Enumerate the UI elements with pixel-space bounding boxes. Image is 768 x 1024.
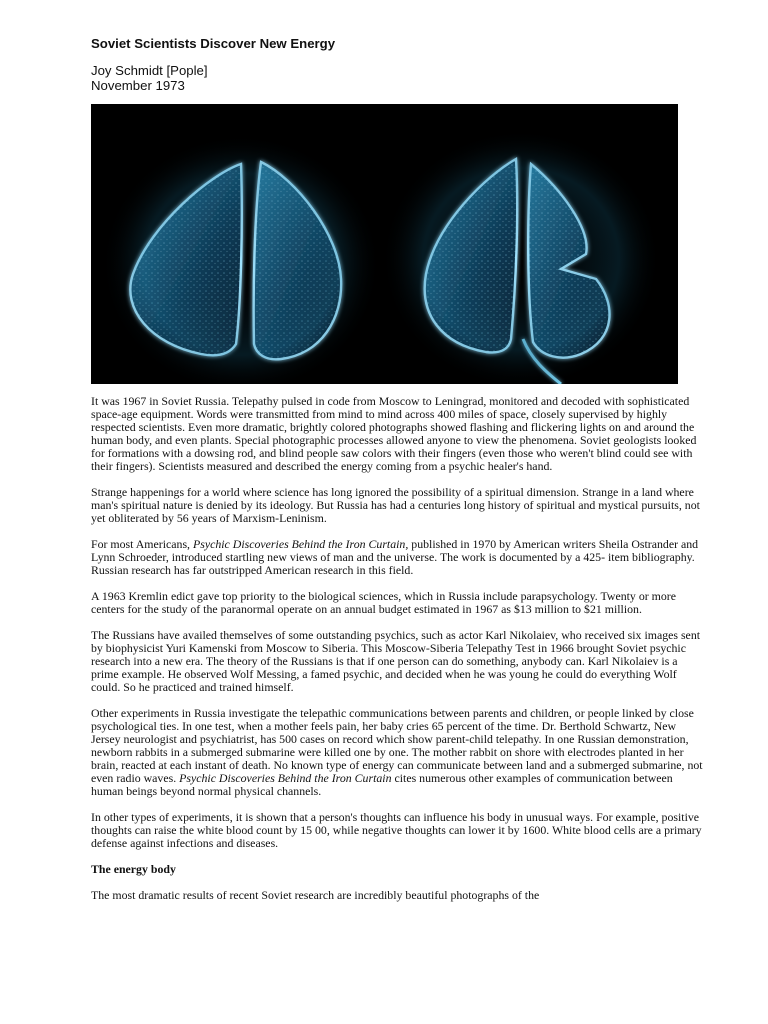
paragraph-3-lead: For most Americans,	[91, 537, 193, 551]
article-author: Joy Schmidt [Pople]	[91, 63, 208, 78]
paragraph-5: The Russians have availed themselves of some outstanding psychics, such as actor Karl Nikolaiev, who received six images sent by biophysicist Yuri Kamenski from Moscow to Siberia. This Moscow-Siberia Telepathy Test in 1966 brought Soviet psychic research into a new era. The theory of the Russians is that if one person can do something, anybody can. Karl Nikolaiev is a prime example. He observed Wolf Messing, a famed psychic, and decided when he was young he could do everything Wolf could. So he practiced and trained himself.	[91, 628, 701, 694]
paragraph-3-rest: published in 1970 by American writers Sheila Ostrander and Lynn Schroeder, introduced startling new views of man and the universe. The work is documented by a 425- item bibliography. Russian research has far outstripped American research in this field.	[91, 537, 699, 577]
leaf-glow-illustration	[91, 104, 678, 384]
book-title: Psychic Discoveries Behind the Iron Curtain,	[192, 537, 409, 551]
paragraph-2: Strange happenings for a world where science has long ignored the possibility of a spiritual dimension. Strange in a land where man's spiritual nature is denied by its ideology. But Russia has had a centuries long history of spiritual and mystical pursuits, not yet obliterated by 56 years of Marxism-Leninism.	[91, 485, 700, 525]
paragraph-8: The most dramatic results of recent Soviet research are incredibly beautiful photographs of the	[91, 888, 540, 902]
paragraph-6-lead: Other experiments in Russia investigate the telepathic communications between parents and children, or people linked by close psychological ties. In one test, when a mother feels pain, her baby cries 65 percent of the time. Dr. Berthold Schwartz, New Jersey neurologist and psychiatrist, has 500 cases on record which show parent-child telepathy. In one Russian demonstration, newborn rabbits in a submerged submarine were killed one by one. The mother rabbit on shore with electrodes planted in her brain, reacted at each instant of death. No known type of energy can communicate between land and a submerged submarine, not even radio waves.	[91, 706, 703, 785]
paragraph-1: It was 1967 in Soviet Russia. Telepathy pulsed in code from Moscow to Leningrad, monitored and decoded with sophisticated space-age equipment. Words were transmitted from mind to mind across 400 miles of space, closely supervised by highly respected scientists. Even more dramatic, brightly colored photographs showed flashing and flickering lights on and around the human body, and even plants. Special photographic processes allowed anyone to view the phenomena. Soviet geologists looked for formations with a dowsing rod, and blind people saw colors with their fingers (even those who weren't blind could see with their fingers). Scientists measured and described the energy coming from a psychic healer's hand.	[91, 394, 697, 473]
paragraph-6	[91, 707, 703, 798]
paragraph-7: In other types of experiments, it is shown that a person's thoughts can influence his body in unusual ways. For example, positive thoughts can raise the white blood count by 15 00, while negative thoughts can lower it by 1600. White blood cells are a primary defense against infections and diseases.	[91, 810, 702, 850]
book-title: Psychic Discoveries Behind the Iron Curtain	[179, 771, 392, 785]
kirlian-leaf-photo	[91, 104, 678, 384]
article-date: November 1973	[91, 78, 185, 93]
article-body	[91, 395, 703, 915]
section-heading-energy-body: The energy body	[91, 862, 176, 876]
paragraph-3	[91, 538, 703, 577]
paragraph-4: A 1963 Kremlin edict gave top priority to the biological sciences, which in Russia include parapsychology. Twenty or more centers for the study of the paranormal operate on an annual budget estimated in 1967 as $13 million to $21 million.	[91, 589, 676, 616]
article-title: Soviet Scientists Discover New Energy	[91, 36, 336, 51]
paragraph-6-rest: cites numerous other examples of communication between human beings beyond normal physical channels.	[91, 771, 673, 798]
